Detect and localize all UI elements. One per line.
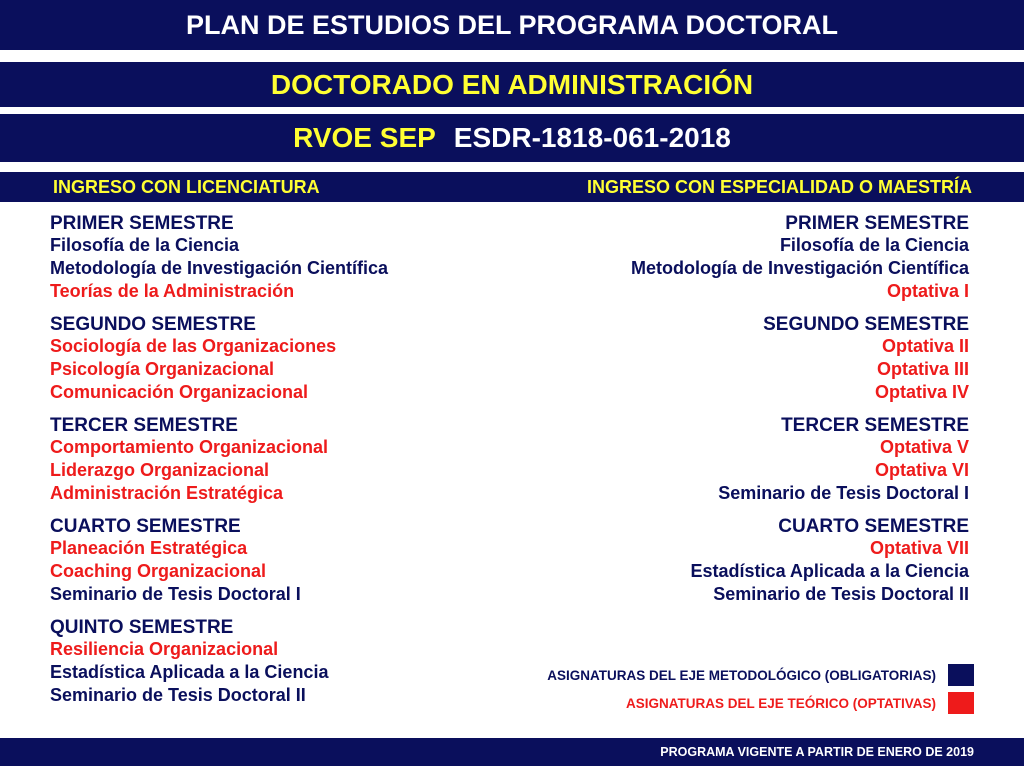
course-item: Optativa II <box>881 336 969 356</box>
semester-block <box>509 416 969 505</box>
semester-title: PRIMER SEMESTRE <box>785 213 969 234</box>
semester-title: QUINTO SEMESTRE <box>50 617 234 638</box>
semester-block <box>50 315 490 404</box>
semester-block <box>509 517 969 606</box>
legend-methodological <box>547 664 974 686</box>
semester-title: CUARTO SEMESTRE <box>778 516 969 537</box>
course-item: Comportamiento Organizacional <box>50 437 329 457</box>
course-item: Liderazgo Organizacional <box>50 460 270 480</box>
course-item: Psicología Organizacional <box>50 359 275 379</box>
rvoe-code: ESDR-1818-061-2018 <box>453 122 731 153</box>
course-item: Planeación Estratégica <box>50 538 248 558</box>
curriculum-maestria <box>509 214 969 618</box>
semester-block <box>50 416 490 505</box>
course-item: Administración Estratégica <box>50 483 284 503</box>
semester-title: PRIMER SEMESTRE <box>50 213 234 234</box>
rvoe-label: RVOE SEP <box>293 122 436 153</box>
semester-block <box>509 315 969 404</box>
course-item: Optativa VI <box>874 460 969 480</box>
rvoe-banner <box>0 114 1024 162</box>
semester-title: TERCER SEMESTRE <box>50 415 238 436</box>
legend-label: ASIGNATURAS DEL EJE TEÓRICO (OPTATIVAS) <box>625 695 936 711</box>
course-item: Filosofía de la Ciencia <box>50 235 240 255</box>
course-item: Estadística Aplicada a la Ciencia <box>690 561 969 581</box>
legend-swatch-red <box>948 692 974 714</box>
course-item: Optativa I <box>886 281 969 301</box>
semester-block <box>509 214 969 303</box>
semester-block <box>50 618 490 707</box>
legend-swatch-blue <box>948 664 974 686</box>
course-item: Seminario de Tesis Doctoral II <box>50 685 306 705</box>
course-item: Optativa IV <box>874 382 969 402</box>
page-title: PLAN DE ESTUDIOS DEL PROGRAMA DOCTORAL <box>0 0 1024 50</box>
course-item: Optativa V <box>879 437 969 457</box>
semester-block <box>50 517 490 606</box>
course-item: Seminario de Tesis Doctoral I <box>50 584 301 604</box>
footer-note: PROGRAMA VIGENTE A PARTIR DE ENERO DE 2019 <box>0 738 1024 766</box>
semester-title: SEGUNDO SEMESTRE <box>50 314 256 335</box>
course-item: Metodología de Investigación Científica <box>50 258 389 278</box>
course-item: Estadística Aplicada a la Ciencia <box>50 662 329 682</box>
course-item: Teorías de la Administración <box>50 281 295 301</box>
track-title-maestria: INGRESO CON ESPECIALIDAD O MAESTRÍA <box>586 176 972 197</box>
curriculum-licenciatura <box>50 214 490 719</box>
course-item: Comunicación Organizacional <box>50 382 309 402</box>
semester-title: TERCER SEMESTRE <box>781 415 969 436</box>
course-item: Filosofía de la Ciencia <box>779 235 969 255</box>
semester-title: SEGUNDO SEMESTRE <box>763 314 969 335</box>
program-name: DOCTORADO EN ADMINISTRACIÓN <box>0 62 1024 107</box>
course-item: Resiliencia Organizacional <box>50 639 279 659</box>
course-item: Coaching Organizacional <box>50 561 267 581</box>
course-item: Metodología de Investigación Científica <box>630 258 969 278</box>
course-item: Optativa III <box>876 359 969 379</box>
course-item: Sociología de las Organizaciones <box>50 336 337 356</box>
legend-label: ASIGNATURAS DEL EJE METODOLÓGICO (OBLIGATORIAS) <box>547 667 936 683</box>
course-item: Seminario de Tesis Doctoral I <box>718 483 969 503</box>
semester-block <box>50 214 490 303</box>
track-header <box>0 172 1024 202</box>
semester-title: CUARTO SEMESTRE <box>50 516 241 537</box>
legend-theoretical <box>626 692 974 714</box>
course-item: Optativa VII <box>869 538 969 558</box>
track-title-licenciatura: INGRESO CON LICENCIATURA <box>53 176 320 197</box>
course-item: Seminario de Tesis Doctoral II <box>713 584 969 604</box>
